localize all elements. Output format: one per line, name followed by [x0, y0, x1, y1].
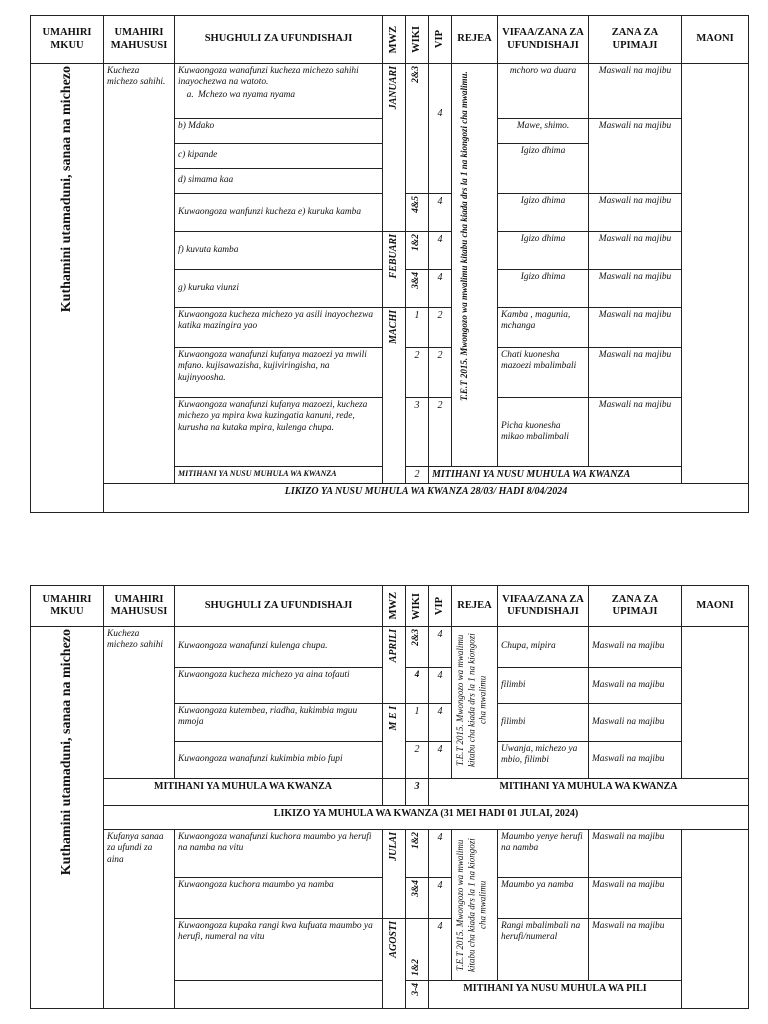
week-number: 2: [406, 742, 429, 779]
exam-label-left: MITIHANI YA MUHULA WA KWANZA: [104, 779, 383, 806]
week-4: 4: [406, 668, 429, 704]
header-maoni: MAONI: [682, 16, 749, 64]
exam-label: MITIHANI YA NUSU MUHULA WA PILI: [429, 981, 682, 1009]
periods: 4: [429, 878, 452, 919]
scheme-table-1: [30, 15, 749, 513]
header-vip: VIP: [429, 586, 452, 627]
week-3-4: 3-4: [406, 981, 429, 1009]
activity-row: c) kipande: [175, 144, 383, 169]
materials: filimbi: [498, 704, 589, 742]
specific-competence: Kucheza michezo sahihi: [104, 627, 175, 779]
activity-row: Kuwaongoza wanafunzi kuchora maumbo ya herufi na namba na vitu: [175, 830, 383, 878]
week-1-2: 1&2: [406, 919, 429, 981]
activity-row: Kuwaongoza kucheza michezo ya asili inayochezwa katika mazingira yao: [175, 308, 383, 348]
header-mwz: MWZ: [383, 16, 406, 64]
header-umahiri-mkuu: UMAHIRI MKUU: [31, 586, 104, 627]
exam-label: MITIHANI YA NUSU MUHULA WA KWANZA: [429, 467, 682, 484]
activity-row: Kuwaongoza wanafunzi kukimbia mbio fupi: [175, 742, 383, 779]
periods: 4: [429, 830, 452, 878]
assessment: Maswali na majibu: [589, 830, 682, 878]
header-wiki: WIKI: [406, 586, 429, 627]
header-zana: ZANA ZA UPIMAJI: [589, 586, 682, 627]
header-rejea: REJEA: [452, 586, 498, 627]
activity-row: Kuwaongoza kucheza michezo ya aina tofauti: [175, 668, 383, 704]
assessment: Maswali na majibu: [589, 194, 682, 232]
materials: filimbi: [498, 668, 589, 704]
materials: Igizo dhima: [498, 194, 589, 232]
reference-cell: T.E.T 2015. Mwongozo wa mwalimu kitabu cha kiada drs la 1 na kiongozi cha mwalimu: [452, 627, 498, 779]
materials: Kamba , magunia, mchanga: [498, 308, 589, 348]
header-umahiri-mahususi: UMAHIRI MAHUSUSI: [104, 586, 175, 627]
week-3-4: 3&4: [406, 270, 429, 308]
header-vifaa: VIFAA/ZANA ZA UFUNDISHAJI: [498, 16, 589, 64]
assessment: Maswali na majibu: [589, 742, 682, 779]
header-zana: ZANA ZA UPIMAJI: [589, 16, 682, 64]
activity-row: f) kuvuta kamba: [175, 232, 383, 270]
month-julai: JULAI: [383, 830, 406, 919]
periods: 4: [429, 704, 452, 742]
holiday-row: LIKIZO YA MUHULA WA KWANZA (31 MEI HADI 01 JULAI, 2024): [104, 806, 749, 830]
materials: Rangi mbalimbali na herufi/numeral: [498, 919, 589, 981]
materials: Igizo dhima: [498, 144, 589, 194]
assessment: Maswali na majibu: [589, 119, 682, 194]
week-3-4: 3&4: [406, 878, 429, 919]
assessment: Maswali na majibu: [589, 64, 682, 119]
materials: Maumbo ya namba: [498, 878, 589, 919]
activity-row: Kuwaongoza wanafunzi kufanya mazoezi ya mwili mfano. kujisawazisha, kujiviringisha, na kujinyoosha.: [175, 348, 383, 398]
month-febuari: FEBUARI: [383, 232, 406, 308]
main-competence: Kuthamini utamaduni, sanaa na michezo: [31, 627, 104, 1009]
periods: 2: [429, 308, 452, 348]
header-wiki: WIKI: [406, 16, 429, 64]
reference-cell: T.E.T 2015. Mwongozo wa mwalimu kitabu cha kiada drs la 1 na kiongozi cha mwalimu: [452, 830, 498, 981]
assessment: Maswali na majibu: [589, 878, 682, 919]
main-competence: Kuthamini utamaduni, sanaa na michezo: [31, 64, 104, 513]
week-1-2: 1&2: [406, 830, 429, 878]
activity-row: g) kuruka viunzi: [175, 270, 383, 308]
materials: Chupa, mipira: [498, 627, 589, 668]
week-number: 1: [406, 704, 429, 742]
periods: 4: [429, 270, 452, 308]
assessment: Maswali na majibu: [589, 348, 682, 398]
assessment: Maswali na majibu: [589, 919, 682, 981]
exam-week: 3: [406, 779, 429, 806]
week-2-3: 2&3: [406, 627, 429, 668]
assessment: Maswali na majibu: [589, 627, 682, 668]
activity-row: Kuwaongoza kupaka rangi kwa kufuata maumbo ya herufi, numeral na vitu: [175, 919, 383, 981]
assessment: Maswali na majibu: [589, 270, 682, 308]
header-umahiri-mkuu: UMAHIRI MKUU: [31, 16, 104, 64]
remarks: [682, 627, 749, 779]
specific-competence: Kufanya sanaa za ufundi za aina: [104, 830, 175, 1009]
week-number: 3: [406, 398, 429, 467]
header-shughuli: SHUGHULI ZA UFUNDISHAJI: [175, 16, 383, 64]
exam-label-small: MITIHANI YA NUSU MUHULA WA KWANZA: [175, 467, 383, 484]
week-number: 1: [406, 308, 429, 348]
month-agosti: AGOSTI: [383, 919, 406, 1009]
activity-row: d) simama kaa: [175, 169, 383, 194]
exam-week: 2: [406, 467, 429, 484]
periods: 4: [429, 668, 452, 704]
assessment: Maswali na majibu: [589, 704, 682, 742]
activity-row: Kuwaongoza kuchora maumbo ya namba: [175, 878, 383, 919]
periods: 2: [429, 398, 452, 467]
activity-intro: Kuwaongoza wanafunzi kucheza michezo sahihi inayochezwa na watoto.: [178, 66, 359, 88]
header-vip: VIP: [429, 16, 452, 64]
header-rejea: REJEA: [452, 16, 498, 64]
materials: Picha kuonesha mikao mbalimbali: [498, 398, 589, 467]
activity-row: Kuwaongoza kutembea, riadha, kukimbia mguu mmoja: [175, 704, 383, 742]
periods: 4: [429, 232, 452, 270]
month-mei: M E I: [383, 704, 406, 779]
week-1-2: 1&2: [406, 232, 429, 270]
header-shughuli: SHUGHULI ZA UFUNDISHAJI: [175, 586, 383, 627]
assessment: Maswali na majibu: [589, 232, 682, 270]
header-maoni: MAONI: [682, 586, 749, 627]
materials: Igizo dhima: [498, 232, 589, 270]
periods: 4: [429, 627, 452, 668]
periods: 2: [429, 348, 452, 398]
week-2-3: 2&3: [406, 64, 429, 194]
activity-item-a: a. Mchezo wa nyama nyama: [196, 90, 379, 101]
remarks: [682, 64, 749, 484]
week-4-5: 4&5: [406, 194, 429, 232]
header-vifaa: VIFAA/ZANA ZA UFUNDISHAJI: [498, 586, 589, 627]
header-umahiri-mahususi: UMAHIRI MAHUSUSI: [104, 16, 175, 64]
remarks: [682, 830, 749, 1009]
periods: 4: [429, 742, 452, 779]
scheme-table-2: [30, 585, 749, 1009]
materials: mchoro wa duara: [498, 64, 589, 119]
holiday-row: LIKIZO YA NUSU MUHULA WA KWANZA 28/03/ HADI 8/04/2024: [104, 484, 749, 513]
materials: Igizo dhima: [498, 270, 589, 308]
activity-row: [175, 64, 383, 119]
activity-row: Kuwaongoza wanafunzi kufanya mazoezi, kucheza michezo ya mpira kwa kuzingatia kanuni, rede, kurusha na kutaka mpira, kulenga chupa.: [175, 398, 383, 467]
specific-competence: Kucheza michezo sahihi.: [104, 64, 175, 484]
month-machi: MACHI: [383, 308, 406, 484]
assessment: Maswali na majibu: [589, 308, 682, 348]
header-mwz: MWZ: [383, 586, 406, 627]
materials: Chati kuonesha mazoezi mbalimbali: [498, 348, 589, 398]
week-number: 2: [406, 348, 429, 398]
periods: 4: [429, 194, 452, 232]
assessment: Maswali na majibu: [589, 668, 682, 704]
month-januari: JANUARI: [383, 64, 406, 232]
month-aprili: APRILI: [383, 627, 406, 704]
activity-row: Kuwaongoza wanafunzi kulenga chupa.: [175, 627, 383, 668]
periods: 4: [429, 919, 452, 981]
assessment: Maswali na majibu: [589, 398, 682, 467]
activity-row: b) Mdako: [175, 119, 383, 144]
activity-row: Kuwaongoza wanfunzi kucheza e) kuruka kamba: [175, 194, 383, 232]
materials: Maumbo yenye herufi na namba: [498, 830, 589, 878]
reference-cell: T.E.T 2015. Mwongozo wa mwalimu kitabu cha kiada drs la 1 na kiongozi cha mwalimu.: [452, 64, 498, 467]
exam-label-right: MITIHANI YA MUHULA WA KWANZA: [429, 779, 749, 806]
periods: 4: [429, 64, 452, 194]
materials: Mawe, shimo.: [498, 119, 589, 144]
materials: Uwanja, michezo ya mbio, filimbi: [498, 742, 589, 779]
